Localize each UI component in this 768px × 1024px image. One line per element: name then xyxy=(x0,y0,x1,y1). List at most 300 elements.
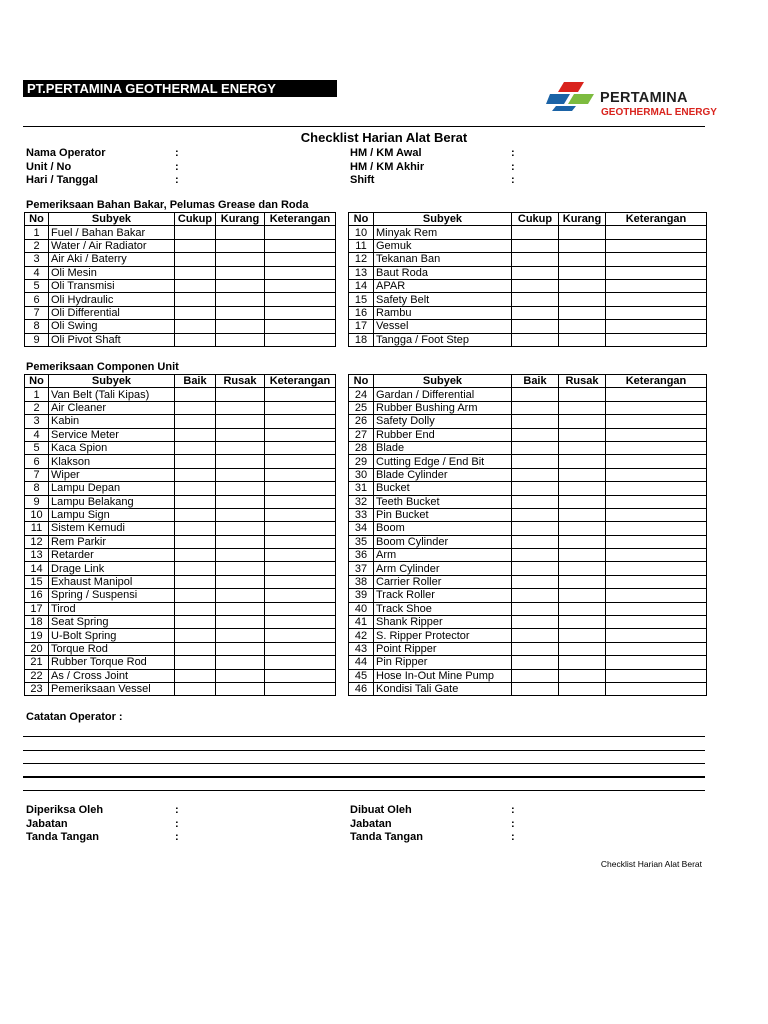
remarks-cell[interactable] xyxy=(606,253,707,266)
check-cell-b[interactable] xyxy=(559,508,606,521)
field-tanda-tangan xyxy=(26,831,179,845)
check-cell-b[interactable] xyxy=(216,589,265,602)
note-line[interactable] xyxy=(23,790,705,791)
row-number: 17 xyxy=(25,602,49,615)
remarks-cell[interactable] xyxy=(265,293,336,306)
remarks-cell[interactable] xyxy=(606,629,707,642)
check-cell-a[interactable] xyxy=(175,495,216,508)
check-cell-b[interactable] xyxy=(559,320,606,333)
remarks-cell[interactable] xyxy=(606,401,707,414)
remarks-cell[interactable] xyxy=(265,333,336,346)
check-cell-b[interactable] xyxy=(559,253,606,266)
row-number: 7 xyxy=(25,468,49,481)
check-cell-a[interactable] xyxy=(175,682,216,695)
row-number: 38 xyxy=(349,575,374,588)
check-cell-b[interactable] xyxy=(216,642,265,655)
check-cell-a[interactable] xyxy=(512,441,559,454)
field-unit-no xyxy=(26,160,179,175)
note-line[interactable] xyxy=(23,736,705,737)
check-cell-a[interactable] xyxy=(512,455,559,468)
remarks-cell[interactable] xyxy=(606,575,707,588)
field-colon: : xyxy=(511,804,515,816)
row-subject: Tangga / Foot Step xyxy=(374,333,512,346)
check-cell-a[interactable] xyxy=(175,401,216,414)
field-label: Tanda Tangan xyxy=(350,831,423,843)
check-cell-a[interactable] xyxy=(512,239,559,252)
check-cell-a[interactable] xyxy=(512,508,559,521)
remarks-cell[interactable] xyxy=(606,535,707,548)
check-cell-a[interactable] xyxy=(175,455,216,468)
col-header: Baik xyxy=(175,375,216,388)
check-cell-a[interactable] xyxy=(175,441,216,454)
check-cell-a[interactable] xyxy=(175,388,216,401)
remarks-cell[interactable] xyxy=(606,616,707,629)
remarks-cell[interactable] xyxy=(606,293,707,306)
row-subject: Kabin xyxy=(49,415,175,428)
check-cell-b[interactable] xyxy=(216,415,265,428)
remarks-cell[interactable] xyxy=(265,482,336,495)
remarks-cell[interactable] xyxy=(265,508,336,521)
note-line[interactable] xyxy=(23,750,705,751)
row-number: 5 xyxy=(25,279,49,292)
remarks-cell[interactable] xyxy=(606,656,707,669)
check-cell-a[interactable] xyxy=(512,428,559,441)
section1-right-table xyxy=(348,212,707,347)
remarks-cell[interactable] xyxy=(606,549,707,562)
remarks-cell[interactable] xyxy=(265,279,336,292)
table-row xyxy=(25,482,336,495)
remarks-cell[interactable] xyxy=(606,415,707,428)
remarks-cell[interactable] xyxy=(265,226,336,239)
check-cell-b[interactable] xyxy=(216,468,265,481)
check-cell-a[interactable] xyxy=(512,333,559,346)
check-cell-a[interactable] xyxy=(175,602,216,615)
row-subject: Oli Hydraulic xyxy=(49,293,175,306)
check-cell-a[interactable] xyxy=(175,535,216,548)
check-cell-b[interactable] xyxy=(559,266,606,279)
check-cell-a[interactable] xyxy=(175,415,216,428)
row-subject: Retarder xyxy=(49,549,175,562)
table-row xyxy=(349,549,707,562)
row-number: 29 xyxy=(349,455,374,468)
row-subject: S. Ripper Protector xyxy=(374,629,512,642)
check-cell-b[interactable] xyxy=(216,535,265,548)
row-subject: Torque Rod xyxy=(49,642,175,655)
row-number: 10 xyxy=(25,508,49,521)
header-fields-left xyxy=(26,147,179,188)
check-cell-b[interactable] xyxy=(559,522,606,535)
check-cell-b[interactable] xyxy=(559,629,606,642)
table-row xyxy=(25,589,336,602)
section2-left-table xyxy=(24,374,336,696)
check-cell-b[interactable] xyxy=(216,682,265,695)
check-cell-b[interactable] xyxy=(216,616,265,629)
field-colon: : xyxy=(511,174,515,186)
check-cell-b[interactable] xyxy=(216,549,265,562)
row-number: 18 xyxy=(349,333,374,346)
remarks-cell[interactable] xyxy=(606,482,707,495)
note-line[interactable] xyxy=(23,763,705,764)
remarks-cell[interactable] xyxy=(606,320,707,333)
remarks-cell[interactable] xyxy=(606,306,707,319)
col-header: No xyxy=(25,213,49,226)
check-cell-b[interactable] xyxy=(559,642,606,655)
field-colon: : xyxy=(175,804,179,816)
col-header: No xyxy=(349,213,374,226)
check-cell-b[interactable] xyxy=(559,401,606,414)
remarks-cell[interactable] xyxy=(606,279,707,292)
check-cell-b[interactable] xyxy=(216,495,265,508)
table-row xyxy=(349,279,707,292)
check-cell-b[interactable] xyxy=(216,522,265,535)
check-cell-b[interactable] xyxy=(559,306,606,319)
row-subject: Gemuk xyxy=(374,239,512,252)
remarks-cell[interactable] xyxy=(606,669,707,682)
check-cell-b[interactable] xyxy=(559,575,606,588)
remarks-cell[interactable] xyxy=(606,508,707,521)
check-cell-a[interactable] xyxy=(175,428,216,441)
row-subject: Wiper xyxy=(49,468,175,481)
check-cell-a[interactable] xyxy=(512,495,559,508)
check-cell-a[interactable] xyxy=(512,562,559,575)
row-number: 14 xyxy=(349,279,374,292)
col-header: Subyek xyxy=(49,375,175,388)
remarks-cell[interactable] xyxy=(265,306,336,319)
remarks-cell[interactable] xyxy=(265,629,336,642)
header-divider xyxy=(23,126,705,127)
remarks-cell[interactable] xyxy=(265,562,336,575)
check-cell-a[interactable] xyxy=(175,508,216,521)
field-label: Jabatan xyxy=(350,817,392,830)
remarks-cell[interactable] xyxy=(606,239,707,252)
check-cell-b[interactable] xyxy=(559,279,606,292)
col-header: Rusak xyxy=(559,375,606,388)
check-cell-a[interactable] xyxy=(175,226,216,239)
check-cell-b[interactable] xyxy=(216,441,265,454)
check-cell-b[interactable] xyxy=(559,535,606,548)
field-hari-tanggal xyxy=(26,174,179,188)
check-cell-a[interactable] xyxy=(512,589,559,602)
check-cell-b[interactable] xyxy=(559,455,606,468)
check-cell-a[interactable] xyxy=(512,266,559,279)
remarks-cell[interactable] xyxy=(606,602,707,615)
check-cell-b[interactable] xyxy=(216,575,265,588)
check-cell-a[interactable] xyxy=(512,549,559,562)
check-cell-a[interactable] xyxy=(512,468,559,481)
logo-brand-text: PERTAMINA xyxy=(600,90,688,106)
row-subject: Boom Cylinder xyxy=(374,535,512,548)
table-row xyxy=(25,428,336,441)
table-header-row xyxy=(25,375,336,388)
remarks-cell[interactable] xyxy=(265,388,336,401)
check-cell-a[interactable] xyxy=(512,401,559,414)
check-cell-b[interactable] xyxy=(216,482,265,495)
remarks-cell[interactable] xyxy=(606,441,707,454)
check-cell-a[interactable] xyxy=(512,575,559,588)
check-cell-a[interactable] xyxy=(175,468,216,481)
table-row xyxy=(25,279,336,292)
check-cell-b[interactable] xyxy=(559,482,606,495)
remarks-cell[interactable] xyxy=(265,455,336,468)
remarks-cell[interactable] xyxy=(606,642,707,655)
table-row xyxy=(25,306,336,319)
remarks-cell[interactable] xyxy=(265,589,336,602)
check-cell-a[interactable] xyxy=(512,616,559,629)
check-cell-b[interactable] xyxy=(216,320,265,333)
remarks-cell[interactable] xyxy=(606,333,707,346)
check-cell-b[interactable] xyxy=(216,306,265,319)
row-subject: Shank Ripper xyxy=(374,616,512,629)
check-cell-a[interactable] xyxy=(512,482,559,495)
table-header-row xyxy=(25,213,336,226)
row-subject: Blade xyxy=(374,441,512,454)
row-subject: Rem Parkir xyxy=(49,535,175,548)
remarks-cell[interactable] xyxy=(606,455,707,468)
row-subject: Pin Ripper xyxy=(374,656,512,669)
check-cell-a[interactable] xyxy=(512,388,559,401)
check-cell-a[interactable] xyxy=(512,226,559,239)
check-cell-a[interactable] xyxy=(512,602,559,615)
check-cell-b[interactable] xyxy=(559,656,606,669)
check-cell-b[interactable] xyxy=(216,629,265,642)
check-cell-b[interactable] xyxy=(559,562,606,575)
remarks-cell[interactable] xyxy=(265,401,336,414)
check-cell-a[interactable] xyxy=(512,415,559,428)
check-cell-a[interactable] xyxy=(175,575,216,588)
check-cell-a[interactable] xyxy=(175,320,216,333)
remarks-cell[interactable] xyxy=(606,266,707,279)
check-cell-a[interactable] xyxy=(175,482,216,495)
footer-text: Checklist Harian Alat Berat xyxy=(600,859,702,869)
check-cell-a[interactable] xyxy=(175,549,216,562)
row-number: 35 xyxy=(349,535,374,548)
table-row xyxy=(25,682,336,695)
row-number: 15 xyxy=(349,293,374,306)
check-cell-a[interactable] xyxy=(175,629,216,642)
remarks-cell[interactable] xyxy=(265,682,336,695)
row-number: 22 xyxy=(25,669,49,682)
remarks-cell[interactable] xyxy=(265,239,336,252)
check-cell-a[interactable] xyxy=(175,589,216,602)
check-cell-b[interactable] xyxy=(559,428,606,441)
check-cell-b[interactable] xyxy=(559,226,606,239)
remarks-cell[interactable] xyxy=(606,226,707,239)
remarks-cell[interactable] xyxy=(265,415,336,428)
check-cell-b[interactable] xyxy=(216,253,265,266)
check-cell-a[interactable] xyxy=(175,656,216,669)
check-cell-a[interactable] xyxy=(175,253,216,266)
check-cell-a[interactable] xyxy=(512,682,559,695)
row-number: 1 xyxy=(25,388,49,401)
check-cell-a[interactable] xyxy=(175,616,216,629)
check-cell-a[interactable] xyxy=(512,293,559,306)
row-number: 12 xyxy=(349,253,374,266)
check-cell-b[interactable] xyxy=(216,562,265,575)
remarks-cell[interactable] xyxy=(606,589,707,602)
row-subject: Point Ripper xyxy=(374,642,512,655)
note-line[interactable] xyxy=(23,776,705,778)
check-cell-a[interactable] xyxy=(175,279,216,292)
check-cell-b[interactable] xyxy=(559,293,606,306)
row-subject: Safety Belt xyxy=(374,293,512,306)
check-cell-a[interactable] xyxy=(175,239,216,252)
check-cell-a[interactable] xyxy=(512,279,559,292)
check-cell-b[interactable] xyxy=(559,415,606,428)
check-cell-b[interactable] xyxy=(559,602,606,615)
remarks-cell[interactable] xyxy=(606,468,707,481)
signature-fields-right xyxy=(350,804,515,845)
check-cell-a[interactable] xyxy=(512,629,559,642)
table-row xyxy=(349,266,707,279)
row-subject: As / Cross Joint xyxy=(49,669,175,682)
row-subject: Rambu xyxy=(374,306,512,319)
row-number: 7 xyxy=(25,306,49,319)
field-colon: : xyxy=(175,817,179,830)
row-subject: Drage Link xyxy=(49,562,175,575)
remarks-cell[interactable] xyxy=(265,495,336,508)
check-cell-a[interactable] xyxy=(512,642,559,655)
row-number: 32 xyxy=(349,495,374,508)
check-cell-a[interactable] xyxy=(512,253,559,266)
check-cell-a[interactable] xyxy=(175,642,216,655)
remarks-cell[interactable] xyxy=(265,669,336,682)
row-subject: Teeth Bucket xyxy=(374,495,512,508)
check-cell-b[interactable] xyxy=(559,388,606,401)
row-number: 4 xyxy=(25,266,49,279)
remarks-cell[interactable] xyxy=(265,575,336,588)
table-row xyxy=(349,468,707,481)
table-row xyxy=(25,522,336,535)
check-cell-b[interactable] xyxy=(216,401,265,414)
remarks-cell[interactable] xyxy=(265,266,336,279)
check-cell-b[interactable] xyxy=(216,656,265,669)
check-cell-a[interactable] xyxy=(175,266,216,279)
check-cell-a[interactable] xyxy=(512,669,559,682)
table-row xyxy=(349,401,707,414)
check-cell-b[interactable] xyxy=(216,388,265,401)
check-cell-a[interactable] xyxy=(175,293,216,306)
remarks-cell[interactable] xyxy=(265,656,336,669)
field-label: Diperiksa Oleh xyxy=(26,804,104,816)
remarks-cell[interactable] xyxy=(265,522,336,535)
col-header: Keterangan xyxy=(606,213,707,226)
check-cell-b[interactable] xyxy=(559,669,606,682)
remarks-cell[interactable] xyxy=(265,320,336,333)
remarks-cell[interactable] xyxy=(606,428,707,441)
remarks-cell[interactable] xyxy=(265,441,336,454)
remarks-cell[interactable] xyxy=(265,535,336,548)
remarks-cell[interactable] xyxy=(265,428,336,441)
check-cell-b[interactable] xyxy=(559,549,606,562)
table-row xyxy=(25,401,336,414)
row-subject: Air Aki / Baterry xyxy=(49,253,175,266)
check-cell-b[interactable] xyxy=(559,239,606,252)
col-header: Keterangan xyxy=(265,375,336,388)
row-number: 1 xyxy=(25,226,49,239)
check-cell-b[interactable] xyxy=(216,266,265,279)
check-cell-a[interactable] xyxy=(175,333,216,346)
check-cell-b[interactable] xyxy=(216,293,265,306)
row-subject: Arm Cylinder xyxy=(374,562,512,575)
check-cell-a[interactable] xyxy=(175,669,216,682)
field-colon: : xyxy=(175,174,179,186)
table-row xyxy=(349,495,707,508)
check-cell-b[interactable] xyxy=(216,333,265,346)
remarks-cell[interactable] xyxy=(606,682,707,695)
check-cell-b[interactable] xyxy=(559,333,606,346)
row-subject: Oli Mesin xyxy=(49,266,175,279)
check-cell-b[interactable] xyxy=(559,589,606,602)
row-number: 21 xyxy=(25,656,49,669)
row-number: 8 xyxy=(25,482,49,495)
check-cell-a[interactable] xyxy=(175,522,216,535)
field-jabatan xyxy=(26,817,179,832)
field-nama-operator xyxy=(26,147,179,161)
remarks-cell[interactable] xyxy=(606,562,707,575)
check-cell-b[interactable] xyxy=(216,226,265,239)
table-row xyxy=(25,293,336,306)
check-cell-b[interactable] xyxy=(559,495,606,508)
field-label: HM / KM Akhir xyxy=(350,160,425,173)
check-cell-a[interactable] xyxy=(512,320,559,333)
remarks-cell[interactable] xyxy=(606,495,707,508)
row-number: 24 xyxy=(349,388,374,401)
check-cell-a[interactable] xyxy=(512,535,559,548)
field-label: Unit / No xyxy=(26,160,72,173)
remarks-cell[interactable] xyxy=(265,602,336,615)
check-cell-a[interactable] xyxy=(512,656,559,669)
row-subject: Water / Air Radiator xyxy=(49,239,175,252)
company-name: PT.PERTAMINA GEOTHERMAL ENERGY xyxy=(23,80,337,97)
table-row xyxy=(25,468,336,481)
check-cell-b[interactable] xyxy=(559,468,606,481)
field-tanda-tangan xyxy=(350,831,515,845)
table-row xyxy=(349,239,707,252)
check-cell-b[interactable] xyxy=(216,239,265,252)
check-cell-b[interactable] xyxy=(559,616,606,629)
row-number: 13 xyxy=(349,266,374,279)
table-row xyxy=(25,253,336,266)
check-cell-b[interactable] xyxy=(216,279,265,292)
check-cell-b[interactable] xyxy=(216,669,265,682)
table-row xyxy=(349,508,707,521)
remarks-cell[interactable] xyxy=(265,468,336,481)
check-cell-a[interactable] xyxy=(512,306,559,319)
check-cell-b[interactable] xyxy=(216,508,265,521)
row-number: 13 xyxy=(25,549,49,562)
check-cell-b[interactable] xyxy=(559,682,606,695)
check-cell-a[interactable] xyxy=(175,306,216,319)
remarks-cell[interactable] xyxy=(606,522,707,535)
check-cell-b[interactable] xyxy=(216,455,265,468)
remarks-cell[interactable] xyxy=(265,616,336,629)
row-number: 27 xyxy=(349,428,374,441)
row-number: 23 xyxy=(25,682,49,695)
remarks-cell[interactable] xyxy=(265,549,336,562)
row-number: 39 xyxy=(349,589,374,602)
row-number: 18 xyxy=(25,616,49,629)
remarks-cell[interactable] xyxy=(606,388,707,401)
remarks-cell[interactable] xyxy=(265,253,336,266)
table-row xyxy=(349,562,707,575)
check-cell-b[interactable] xyxy=(216,602,265,615)
check-cell-b[interactable] xyxy=(559,441,606,454)
remarks-cell[interactable] xyxy=(265,642,336,655)
table-row xyxy=(349,293,707,306)
check-cell-a[interactable] xyxy=(512,522,559,535)
check-cell-a[interactable] xyxy=(175,562,216,575)
check-cell-b[interactable] xyxy=(216,428,265,441)
